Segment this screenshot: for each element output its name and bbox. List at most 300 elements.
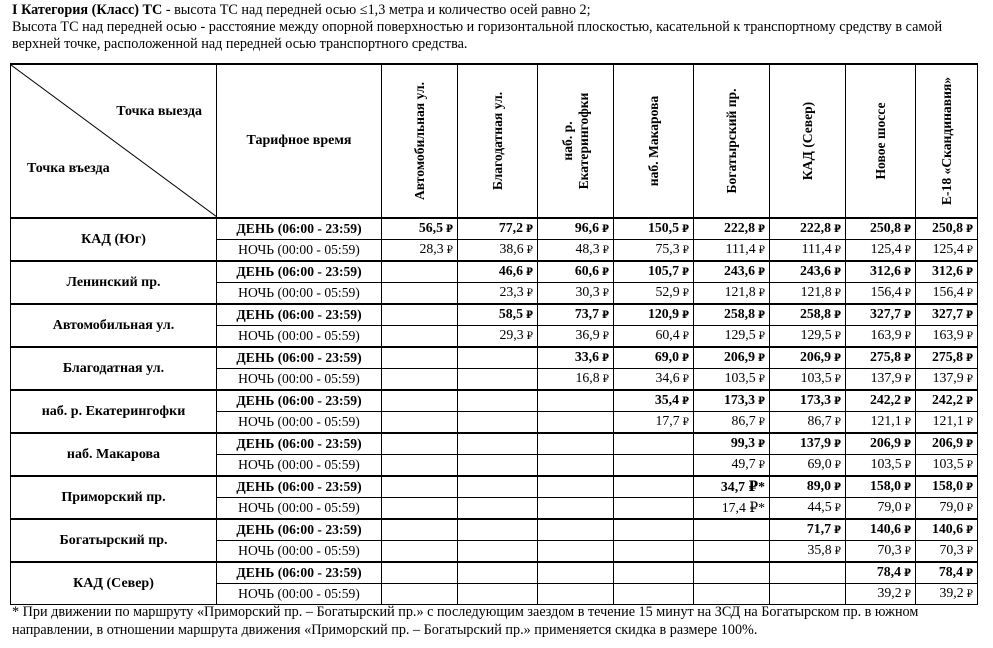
- price-cell: [846, 369, 916, 391]
- price-cell: [770, 390, 846, 412]
- ruble-sign: ₽: [904, 546, 911, 557]
- price-value: 78,4: [876, 564, 902, 579]
- day-time-cell: ДЕНЬ (06:00 - 23:59): [217, 218, 382, 240]
- table-row: [11, 433, 978, 455]
- price-cell: [916, 261, 978, 283]
- category-title: I Категория (Класс) ТС: [12, 2, 163, 18]
- price-value: 156,4: [870, 284, 902, 299]
- ruble-sign: ₽: [904, 503, 911, 514]
- price-cell: [538, 326, 614, 348]
- column-header-label: наб. Макарова: [645, 95, 661, 187]
- entry-point-cell: наб. р. Екатерингофки: [11, 390, 217, 433]
- price-value: 242,2: [869, 392, 902, 407]
- ruble-sign: ₽: [904, 417, 911, 428]
- price-cell: [770, 584, 846, 605]
- price-cell: [846, 326, 916, 348]
- tariff-table: [10, 63, 978, 605]
- price-cell: [614, 283, 694, 305]
- ruble-sign: ₽: [602, 288, 609, 299]
- ruble-sign: ₽: [904, 460, 911, 471]
- price-value: 137,9: [932, 370, 964, 385]
- price-cell: [694, 261, 770, 283]
- column-header: [916, 64, 978, 218]
- ruble-sign: ₽: [758, 374, 765, 385]
- ruble-sign: ₽: [966, 267, 973, 278]
- price-cell: [382, 541, 458, 563]
- price-cell: [382, 455, 458, 477]
- ruble-sign: ₽: [834, 288, 841, 299]
- price-value: 103,5: [800, 370, 832, 385]
- price-value: 58,5: [498, 306, 524, 321]
- day-time-cell: ДЕНЬ (06:00 - 23:59): [217, 433, 382, 455]
- night-time-cell: НОЧЬ (00:00 - 05:59): [217, 326, 382, 348]
- price-value: 39,2: [939, 585, 964, 600]
- day-time-cell: ДЕНЬ (06:00 - 23:59): [217, 347, 382, 369]
- price-cell: [614, 304, 694, 326]
- ruble-sign: ₽: [904, 568, 911, 579]
- day-time-cell: ДЕНЬ (06:00 - 23:59): [217, 519, 382, 541]
- price-cell: [770, 498, 846, 520]
- price-cell: [770, 412, 846, 434]
- price-cell: [614, 455, 694, 477]
- price-cell: [846, 240, 916, 262]
- column-header: [846, 64, 916, 218]
- price-cell: [770, 562, 846, 584]
- ruble-sign: ₽: [904, 353, 911, 364]
- column-header: [538, 64, 614, 218]
- price-cell: [458, 283, 538, 305]
- price-value: 77,2: [498, 220, 524, 235]
- price-value: 125,4: [870, 241, 902, 256]
- ruble-sign: ₽: [966, 245, 973, 256]
- price-value: 258,8: [723, 306, 756, 321]
- price-cell: [458, 412, 538, 434]
- price-cell: [916, 584, 978, 605]
- price-cell: [458, 304, 538, 326]
- price-value: 156,4: [932, 284, 964, 299]
- price-cell: [614, 541, 694, 563]
- price-value: 150,5: [647, 220, 680, 235]
- price-value: 243,6: [799, 263, 832, 278]
- price-cell: [846, 390, 916, 412]
- price-cell: [614, 433, 694, 455]
- price-cell: [382, 390, 458, 412]
- price-cell: [382, 476, 458, 498]
- ruble-sign: ₽: [602, 267, 609, 278]
- ruble-sign: ₽: [446, 224, 453, 235]
- price-cell: [538, 218, 614, 240]
- price-value: 73,7: [574, 306, 600, 321]
- column-header: [614, 64, 694, 218]
- height-definition: Высота ТС над передней осью - расстояние между опорной поверхностью и горизонтальной плоскостью, касательной к транспортному средству в самой верхней точке, расположенной над передней осью транспортного средства.: [12, 19, 943, 52]
- exit-point-label: Точка выезда: [116, 104, 202, 119]
- price-cell: [770, 476, 846, 498]
- price-cell: [538, 347, 614, 369]
- price-cell: [916, 326, 978, 348]
- ruble-sign: ₽: [904, 310, 911, 321]
- price-cell: [382, 584, 458, 605]
- ruble-sign: ₽: [602, 310, 609, 321]
- price-value: 312,6: [931, 263, 964, 278]
- price-value: 103,5: [932, 456, 964, 471]
- price-value: 35,8: [807, 542, 832, 557]
- corner-diagonal: [11, 65, 217, 217]
- price-cell: [538, 455, 614, 477]
- price-cell: [538, 261, 614, 283]
- price-value: 258,8: [799, 306, 832, 321]
- category-condition: - высота ТС над передней осью ≤1,3 метра и количество осей равно 2;: [162, 2, 591, 18]
- price-cell: [770, 369, 846, 391]
- price-value: 103,5: [724, 370, 756, 385]
- entry-point-cell: Богатырский пр.: [11, 519, 217, 562]
- price-cell: [614, 519, 694, 541]
- price-cell: [538, 369, 614, 391]
- ruble-sign: ₽: [966, 546, 973, 557]
- ruble-sign: ₽: [966, 353, 973, 364]
- price-value: 312,6: [869, 263, 902, 278]
- column-header-label: Е-18 «Скандинавия»: [938, 76, 954, 206]
- price-cell: [538, 519, 614, 541]
- ruble-sign: ₽: [966, 288, 973, 299]
- column-header-label: наб. р. Екатерингофки: [559, 92, 591, 190]
- night-time-cell: НОЧЬ (00:00 - 05:59): [217, 498, 382, 520]
- price-value: 121,8: [724, 284, 756, 299]
- price-cell: [916, 412, 978, 434]
- price-value: 206,9: [869, 435, 902, 450]
- price-cell: [614, 218, 694, 240]
- ruble-sign: ₽: [966, 224, 973, 235]
- price-cell: [916, 519, 978, 541]
- table-row: [11, 519, 978, 541]
- price-cell: [538, 433, 614, 455]
- price-cell: [916, 347, 978, 369]
- price-cell: [916, 455, 978, 477]
- night-time-cell: НОЧЬ (00:00 - 05:59): [217, 412, 382, 434]
- ruble-sign: ₽: [602, 224, 609, 235]
- price-value: 111,4: [801, 241, 832, 256]
- price-value: 137,9: [799, 435, 832, 450]
- ruble-sign: ₽: [602, 374, 609, 385]
- ruble-sign: ₽: [966, 525, 973, 536]
- price-cell: [694, 390, 770, 412]
- ruble-sign: ₽: [904, 245, 911, 256]
- ruble-sign: ₽: [758, 267, 765, 278]
- ruble-sign: ₽: [834, 546, 841, 557]
- price-cell: [916, 369, 978, 391]
- price-value: 56,5: [418, 220, 444, 235]
- price-value: 89,0: [806, 478, 832, 493]
- column-header-label: Богатырский пр.: [723, 88, 739, 194]
- night-time-cell: НОЧЬ (00:00 - 05:59): [217, 584, 382, 605]
- price-value: 121,1: [870, 413, 902, 428]
- ruble-sign: ₽: [904, 267, 911, 278]
- ruble-sign: ₽: [834, 374, 841, 385]
- ruble-sign: ₽: [966, 417, 973, 428]
- price-cell: [846, 584, 916, 605]
- price-cell: [694, 412, 770, 434]
- price-cell: [458, 541, 538, 563]
- table-row: [11, 476, 978, 498]
- entry-point-cell: наб. Макарова: [11, 433, 217, 476]
- price-cell: [846, 261, 916, 283]
- price-value: 69,0: [654, 349, 680, 364]
- price-cell: [846, 498, 916, 520]
- price-cell: [694, 541, 770, 563]
- price-cell: [614, 584, 694, 605]
- price-value: 327,7: [869, 306, 902, 321]
- price-cell: [614, 412, 694, 434]
- ruble-sign: ₽: [682, 310, 689, 321]
- ruble-sign: ₽: [834, 482, 841, 493]
- ruble-sign: ₽: [834, 224, 841, 235]
- column-header: [694, 64, 770, 218]
- night-time-cell: НОЧЬ (00:00 - 05:59): [217, 283, 382, 305]
- price-cell: [382, 261, 458, 283]
- price-cell: [694, 369, 770, 391]
- ruble-sign: ₽: [758, 288, 765, 299]
- ruble-sign: ₽: [682, 353, 689, 364]
- price-value: 86,7: [731, 413, 756, 428]
- ruble-sign: ₽: [834, 267, 841, 278]
- price-value: 121,8: [800, 284, 832, 299]
- price-cell: [770, 455, 846, 477]
- price-cell: [458, 498, 538, 520]
- ruble-sign: ₽: [526, 245, 533, 256]
- ruble-sign: ₽: [758, 439, 765, 450]
- price-cell: [538, 476, 614, 498]
- price-value: 137,9: [870, 370, 902, 385]
- price-cell: [694, 347, 770, 369]
- price-cell: [846, 433, 916, 455]
- price-cell: [614, 476, 694, 498]
- price-cell: [458, 218, 538, 240]
- price-cell: [538, 390, 614, 412]
- price-value: 79,0: [939, 499, 964, 514]
- ruble-sign: ₽: [966, 460, 973, 471]
- ruble-sign: ₽: [682, 374, 689, 385]
- price-cell: [694, 584, 770, 605]
- price-cell: [846, 347, 916, 369]
- price-cell: [916, 304, 978, 326]
- price-cell: [382, 218, 458, 240]
- price-cell: [770, 347, 846, 369]
- price-value: 49,7: [731, 456, 756, 471]
- entry-point-label: Точка въезда: [27, 161, 110, 176]
- price-cell: [614, 498, 694, 520]
- price-cell: [458, 369, 538, 391]
- price-value: 243,6: [723, 263, 756, 278]
- day-time-cell: ДЕНЬ (06:00 - 23:59): [217, 261, 382, 283]
- price-value: 206,9: [799, 349, 832, 364]
- ruble-sign: ₽: [602, 331, 609, 342]
- price-value: 163,9: [870, 327, 902, 342]
- corner-header: [11, 64, 217, 218]
- price-cell: [694, 519, 770, 541]
- price-cell: [916, 433, 978, 455]
- price-value: 75,3: [655, 241, 680, 256]
- price-cell: [458, 584, 538, 605]
- price-cell: [770, 261, 846, 283]
- price-cell: [770, 326, 846, 348]
- price-cell: [846, 304, 916, 326]
- entry-point-cell: Приморский пр.: [11, 476, 217, 519]
- price-cell: [382, 562, 458, 584]
- price-cell: [846, 541, 916, 563]
- price-cell: [694, 218, 770, 240]
- ruble-sign: ₽: [758, 331, 765, 342]
- table-row: [11, 218, 978, 240]
- price-cell: [538, 240, 614, 262]
- ruble-sign: ₽: [966, 482, 973, 493]
- entry-point-cell: Ленинский пр.: [11, 261, 217, 304]
- price-cell: [846, 476, 916, 498]
- price-cell: [916, 476, 978, 498]
- price-cell: [458, 347, 538, 369]
- ruble-sign: ₽: [834, 417, 841, 428]
- price-value: 16,8: [575, 370, 600, 385]
- ruble-sign: ₽: [758, 396, 765, 407]
- ruble-sign: ₽: [758, 224, 765, 235]
- category-line: [12, 2, 987, 19]
- ruble-sign: ₽: [904, 525, 911, 536]
- ruble-sign: ₽: [834, 439, 841, 450]
- ruble-sign: ₽: [602, 353, 609, 364]
- day-time-cell: ДЕНЬ (06:00 - 23:59): [217, 304, 382, 326]
- price-value: 140,6: [869, 521, 902, 536]
- price-cell: [382, 326, 458, 348]
- ruble-sign: ₽: [682, 396, 689, 407]
- ruble-sign: ₽: [904, 396, 911, 407]
- price-cell: [458, 261, 538, 283]
- ruble-sign: ₽: [834, 460, 841, 471]
- price-cell: [382, 240, 458, 262]
- price-value: 28,3: [419, 241, 444, 256]
- price-cell: [458, 433, 538, 455]
- price-cell: [538, 584, 614, 605]
- column-header-label: Автомобильная ул.: [411, 81, 427, 201]
- price-cell: [458, 326, 538, 348]
- ruble-sign: ₽: [966, 568, 973, 579]
- price-cell: [382, 433, 458, 455]
- price-cell: [694, 326, 770, 348]
- table-row: [11, 390, 978, 412]
- price-cell: [538, 412, 614, 434]
- ruble-sign: ₽: [526, 331, 533, 342]
- price-cell: [694, 304, 770, 326]
- ruble-sign: ₽: [834, 353, 841, 364]
- footnote: * При движении по маршруту «Приморский пр. – Богатырский пр.» с последующим заездом в течение 15 минут на ЗСД на Богатырском пр. в южном направлении, в отношении маршрута движения «Приморский пр. – Богатырский пр.» применяется скидка в размере 100%.: [12, 604, 919, 638]
- price-value: 34,7 ₽*: [720, 479, 765, 494]
- ruble-sign: ₽: [682, 331, 689, 342]
- table-row: [11, 304, 978, 326]
- price-cell: [538, 498, 614, 520]
- price-value: 275,8: [869, 349, 902, 364]
- ruble-sign: ₽: [758, 460, 765, 471]
- column-header-label: КАД (Север): [799, 101, 815, 181]
- price-value: 79,0: [877, 499, 902, 514]
- ruble-sign: ₽: [834, 396, 841, 407]
- price-value: 44,5: [807, 499, 832, 514]
- price-cell: [694, 283, 770, 305]
- price-cell: [846, 455, 916, 477]
- price-cell: [694, 433, 770, 455]
- price-cell: [770, 541, 846, 563]
- price-value: 158,0: [869, 478, 902, 493]
- price-value: 222,8: [723, 220, 756, 235]
- price-cell: [382, 519, 458, 541]
- ruble-sign: ₽: [904, 288, 911, 299]
- price-value: 78,4: [938, 564, 964, 579]
- price-value: 60,6: [574, 263, 600, 278]
- price-cell: [614, 261, 694, 283]
- price-cell: [694, 240, 770, 262]
- ruble-sign: ₽: [526, 288, 533, 299]
- price-value: 36,9: [575, 327, 600, 342]
- night-time-cell: НОЧЬ (00:00 - 05:59): [217, 541, 382, 563]
- entry-point-cell: КАД (Юг): [11, 218, 217, 261]
- price-value: 29,3: [499, 327, 524, 342]
- tariff-time-header: Тарифное время: [217, 64, 382, 218]
- ruble-sign: ₽: [682, 267, 689, 278]
- entry-point-cell: Автомобильная ул.: [11, 304, 217, 347]
- price-cell: [770, 433, 846, 455]
- price-value: 70,3: [939, 542, 964, 557]
- ruble-sign: ₽: [966, 331, 973, 342]
- price-value: 120,9: [647, 306, 680, 321]
- price-cell: [614, 240, 694, 262]
- price-cell: [770, 218, 846, 240]
- intro-block: [12, 2, 987, 53]
- price-cell: [458, 476, 538, 498]
- price-value: 125,4: [932, 241, 964, 256]
- price-value: 327,7: [931, 306, 964, 321]
- price-value: 129,5: [724, 327, 756, 342]
- night-time-cell: НОЧЬ (00:00 - 05:59): [217, 455, 382, 477]
- table-row: [11, 261, 978, 283]
- price-cell: [916, 218, 978, 240]
- ruble-sign: ₽: [904, 224, 911, 235]
- ruble-sign: ₽: [682, 417, 689, 428]
- price-cell: [770, 304, 846, 326]
- ruble-sign: ₽: [834, 310, 841, 321]
- price-cell: [846, 412, 916, 434]
- price-cell: [382, 369, 458, 391]
- ruble-sign: ₽: [966, 503, 973, 514]
- price-cell: [458, 455, 538, 477]
- ruble-sign: ₽: [966, 439, 973, 450]
- entry-point-cell: КАД (Север): [11, 562, 217, 605]
- price-cell: [382, 498, 458, 520]
- price-value: 140,6: [931, 521, 964, 536]
- price-value: 158,0: [931, 478, 964, 493]
- night-time-cell: НОЧЬ (00:00 - 05:59): [217, 240, 382, 262]
- price-value: 17,7: [655, 413, 680, 428]
- price-value: 34,6: [655, 370, 680, 385]
- day-time-cell: ДЕНЬ (06:00 - 23:59): [217, 390, 382, 412]
- day-time-cell: ДЕНЬ (06:00 - 23:59): [217, 476, 382, 498]
- price-value: 111,4: [725, 241, 756, 256]
- header-row: [11, 64, 978, 218]
- price-cell: [770, 240, 846, 262]
- table-row: [11, 562, 978, 584]
- price-value: 30,3: [575, 284, 600, 299]
- ruble-sign: ₽: [904, 589, 911, 600]
- price-cell: [694, 562, 770, 584]
- price-cell: [538, 562, 614, 584]
- price-cell: [458, 562, 538, 584]
- price-value: 242,2: [931, 392, 964, 407]
- price-cell: [770, 283, 846, 305]
